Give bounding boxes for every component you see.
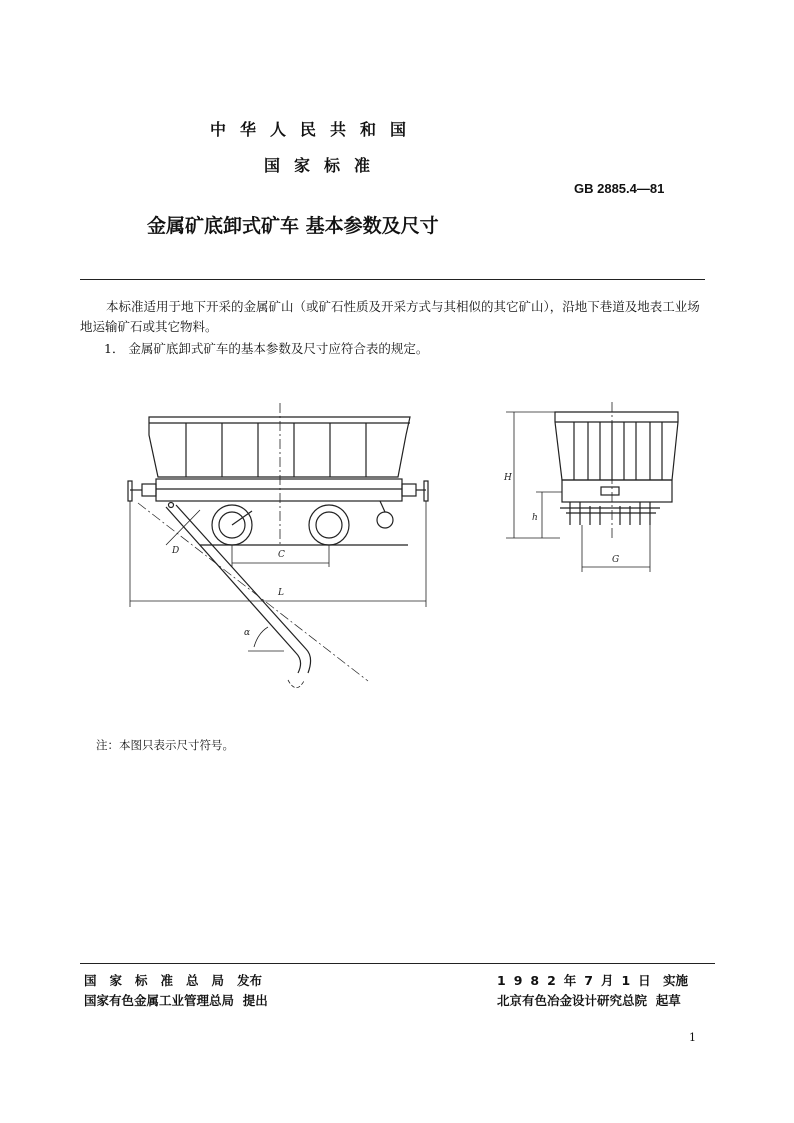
proposer-name: 国家有色金属工业管理总局	[84, 993, 235, 1008]
footer-effective-date	[497, 971, 688, 989]
issuer-name: 国家标准总局	[84, 973, 238, 988]
dim-label-h-upper: H	[504, 473, 512, 483]
date-action: 实施	[663, 973, 689, 988]
side-view-drawing	[118, 395, 448, 705]
footer-proposer	[84, 991, 268, 1009]
clause-1-paragraph: 1． 金属矿底卸式矿车的基本参数及尺寸应符合表的规定。	[104, 341, 429, 356]
effective-date: 1982年7月1日	[497, 973, 659, 988]
end-view-drawing	[500, 400, 690, 580]
dim-label-g: G	[612, 555, 620, 565]
standard-code: GB 2885.4—81	[574, 181, 665, 196]
proposer-action: 提出	[242, 993, 268, 1008]
dim-label-d: D	[172, 546, 180, 556]
standard-type-heading: 国家标准	[264, 156, 385, 175]
dim-label-l: L	[278, 588, 284, 598]
drafter-action: 起草	[655, 993, 681, 1008]
scope-paragraph: 本标准适用于地下开采的金属矿山（或矿石性质及开采方式与其相似的其它矿山），沿地下巷道及地表工业场地运输矿石或其它物料。	[80, 299, 700, 334]
country-heading: 中华人民共和国	[210, 120, 421, 139]
footer-issuer	[84, 971, 262, 989]
document-title: 金属矿底卸式矿车 基本参数及尺寸	[147, 215, 439, 237]
dim-label-h-lower: h	[532, 513, 538, 523]
dim-label-alpha: α	[244, 628, 251, 638]
footer-divider	[80, 963, 715, 964]
issuer-action: 发布	[237, 973, 263, 988]
footer-drafter	[497, 991, 681, 1009]
dim-label-c: C	[278, 550, 285, 560]
page-number: 1	[689, 1031, 696, 1044]
drafter-name: 北京有色冶金设计研究总院	[497, 993, 648, 1008]
header-divider	[80, 279, 705, 280]
figure-note: 注：本图只表示尺寸符号。	[96, 738, 234, 752]
